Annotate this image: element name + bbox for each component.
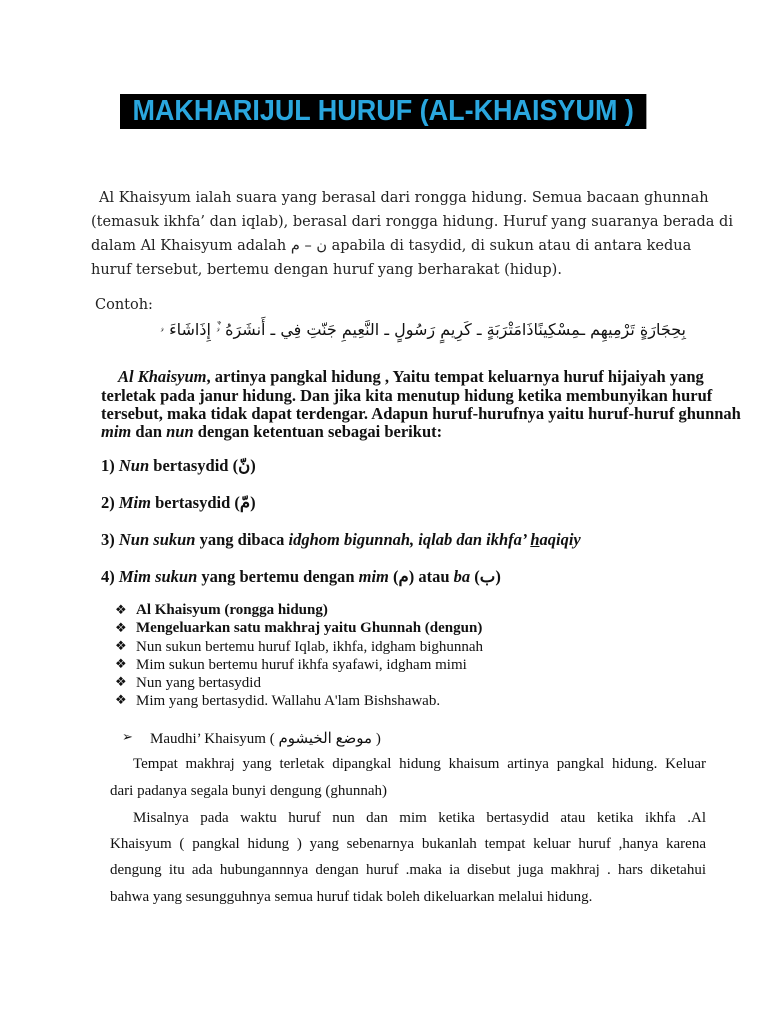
closing-line: Tempat makhraj yang terletak dipangkal hidung khaisum artinya pangkal hidung. Keluar xyxy=(133,756,706,772)
term: nun xyxy=(166,422,194,441)
rule-item xyxy=(101,456,256,476)
definition-line: terletak pada janur hidung. Dan jika kita menutup hidung ketika membunyikan huruf xyxy=(101,386,713,405)
rule-text: yang dibaca xyxy=(195,530,289,549)
bullet-icon: ❖ xyxy=(115,675,127,690)
bullet-item: Mim yang bertasydid. Wallahu A'lam Bishshawab. xyxy=(136,693,441,709)
term: h xyxy=(530,530,540,549)
term: Nun sukun xyxy=(118,530,196,549)
rule-item xyxy=(101,567,501,587)
arrow-icon: ➢ xyxy=(122,729,133,744)
contoh-arabic: بِحِجَارَةٍ تَرْمِيهِم ـمِسْكِينًاذَامَتْرَبَةٍ ـ كَرِيمٍ رَسُولٍ ـ النَّعِيمِ جَنّتِ فِي ـ أَنشَرَهُ ۥٌ إِذَاشَاءَ ۥ xyxy=(160,320,686,339)
rule-text: (م) atau xyxy=(388,567,454,586)
bullet-icon: ❖ xyxy=(115,693,127,708)
rule-number: 3) xyxy=(101,530,115,549)
closing-line: Khaisyum ( pangkal hidung ) yang sebenarnya bukanlah tempat keluar huruf ,hanya karena xyxy=(110,836,706,852)
contoh-label: Contoh: xyxy=(95,297,153,313)
rule-text: bertasydid (نّ) xyxy=(149,456,256,475)
term: Mim xyxy=(118,493,151,512)
maudhi-heading: Maudhi’ Khaisyum ( موضع الخيشوم ) xyxy=(150,731,381,747)
rule-number: 1) xyxy=(101,456,115,475)
intro-line: Al Khaisyum ialah suara yang berasal dari rongga hidung. Semua bacaan ghunnah xyxy=(99,190,709,206)
term: idghom bigunnah, iqlab dan ikhfa’ xyxy=(288,530,531,549)
term: Al Khaisyum xyxy=(118,367,207,386)
rule-number: 2) xyxy=(101,493,115,512)
bullet-item: Mengeluarkan satu makhraj yaitu Ghunnah (dengun) xyxy=(136,620,483,636)
closing-line: dari padanya segala bunyi dengung (ghunnah) xyxy=(110,783,387,799)
rule-text: yang bertemu dengan xyxy=(197,567,359,586)
rule-item xyxy=(101,493,256,513)
rule-number: 4) xyxy=(101,567,115,586)
closing-line: bahwa yang sesungguhnya semua huruf tidak boleh dikeluarkan melalui hidung. xyxy=(110,889,593,905)
bullet-icon: ❖ xyxy=(115,657,127,672)
definition-line: tersebut, maka tidak dapat terdengar. Adapun huruf-hurufnya yaitu huruf-huruf ghunnah xyxy=(101,404,741,423)
intro-line: (temasuk ikhfa’ dan iqlab), berasal dari rongga hidung. Huruf yang suaranya berada di xyxy=(91,214,733,230)
bullet-icon: ❖ xyxy=(115,639,127,654)
term: mim xyxy=(358,567,389,586)
closing-line: Misalnya pada waktu huruf nun dan mim ketika bertasydid atau ketika ikhfa .Al xyxy=(133,810,706,826)
term: ba xyxy=(453,567,471,586)
definition-text: dan xyxy=(131,422,167,441)
rule-text: bertasydid (مّ) xyxy=(150,493,256,512)
definition-text: dengan ketentuan sebagai berikut: xyxy=(193,422,443,441)
term: mim xyxy=(101,422,132,441)
bullet-item: Nun yang bertasydid xyxy=(136,675,261,691)
intro-line: dalam Al Khaisyum adalah ن – م apabila di tasydid, di sukun atau di antara kedua xyxy=(91,238,692,254)
bullet-icon: ❖ xyxy=(115,603,127,618)
bullet-icon: ❖ xyxy=(115,621,127,636)
bullet-item: Al Khaisyum (rongga hidung) xyxy=(136,602,328,618)
bullet-item: Mim sukun bertemu huruf ikhfa syafawi, idgham mimi xyxy=(136,657,467,673)
term: aqiqiy xyxy=(539,530,581,549)
term: Nun xyxy=(118,456,150,475)
rule-text: (ب) xyxy=(470,567,501,586)
bullet-item: Nun sukun bertemu huruf Iqlab, ikhfa, idgham bighunnah xyxy=(136,639,484,655)
definition-line xyxy=(101,422,442,442)
rule-item xyxy=(101,530,581,550)
definition-line xyxy=(118,367,704,387)
term: Mim sukun xyxy=(118,567,198,586)
closing-line: dengung itu ada hubungannnya dengan huruf .maka ia disebut juga makhraj . hars diketahui xyxy=(110,862,706,878)
page-title: MAKHARIJUL HURUF (AL-KHAISYUM ) xyxy=(120,94,646,129)
intro-line: huruf tersebut, bertemu dengan huruf yang berharakat (hidup). xyxy=(91,262,562,278)
definition-text: , artinya pangkal hidung , Yaitu tempat keluarnya huruf hijaiyah yang xyxy=(206,367,704,386)
